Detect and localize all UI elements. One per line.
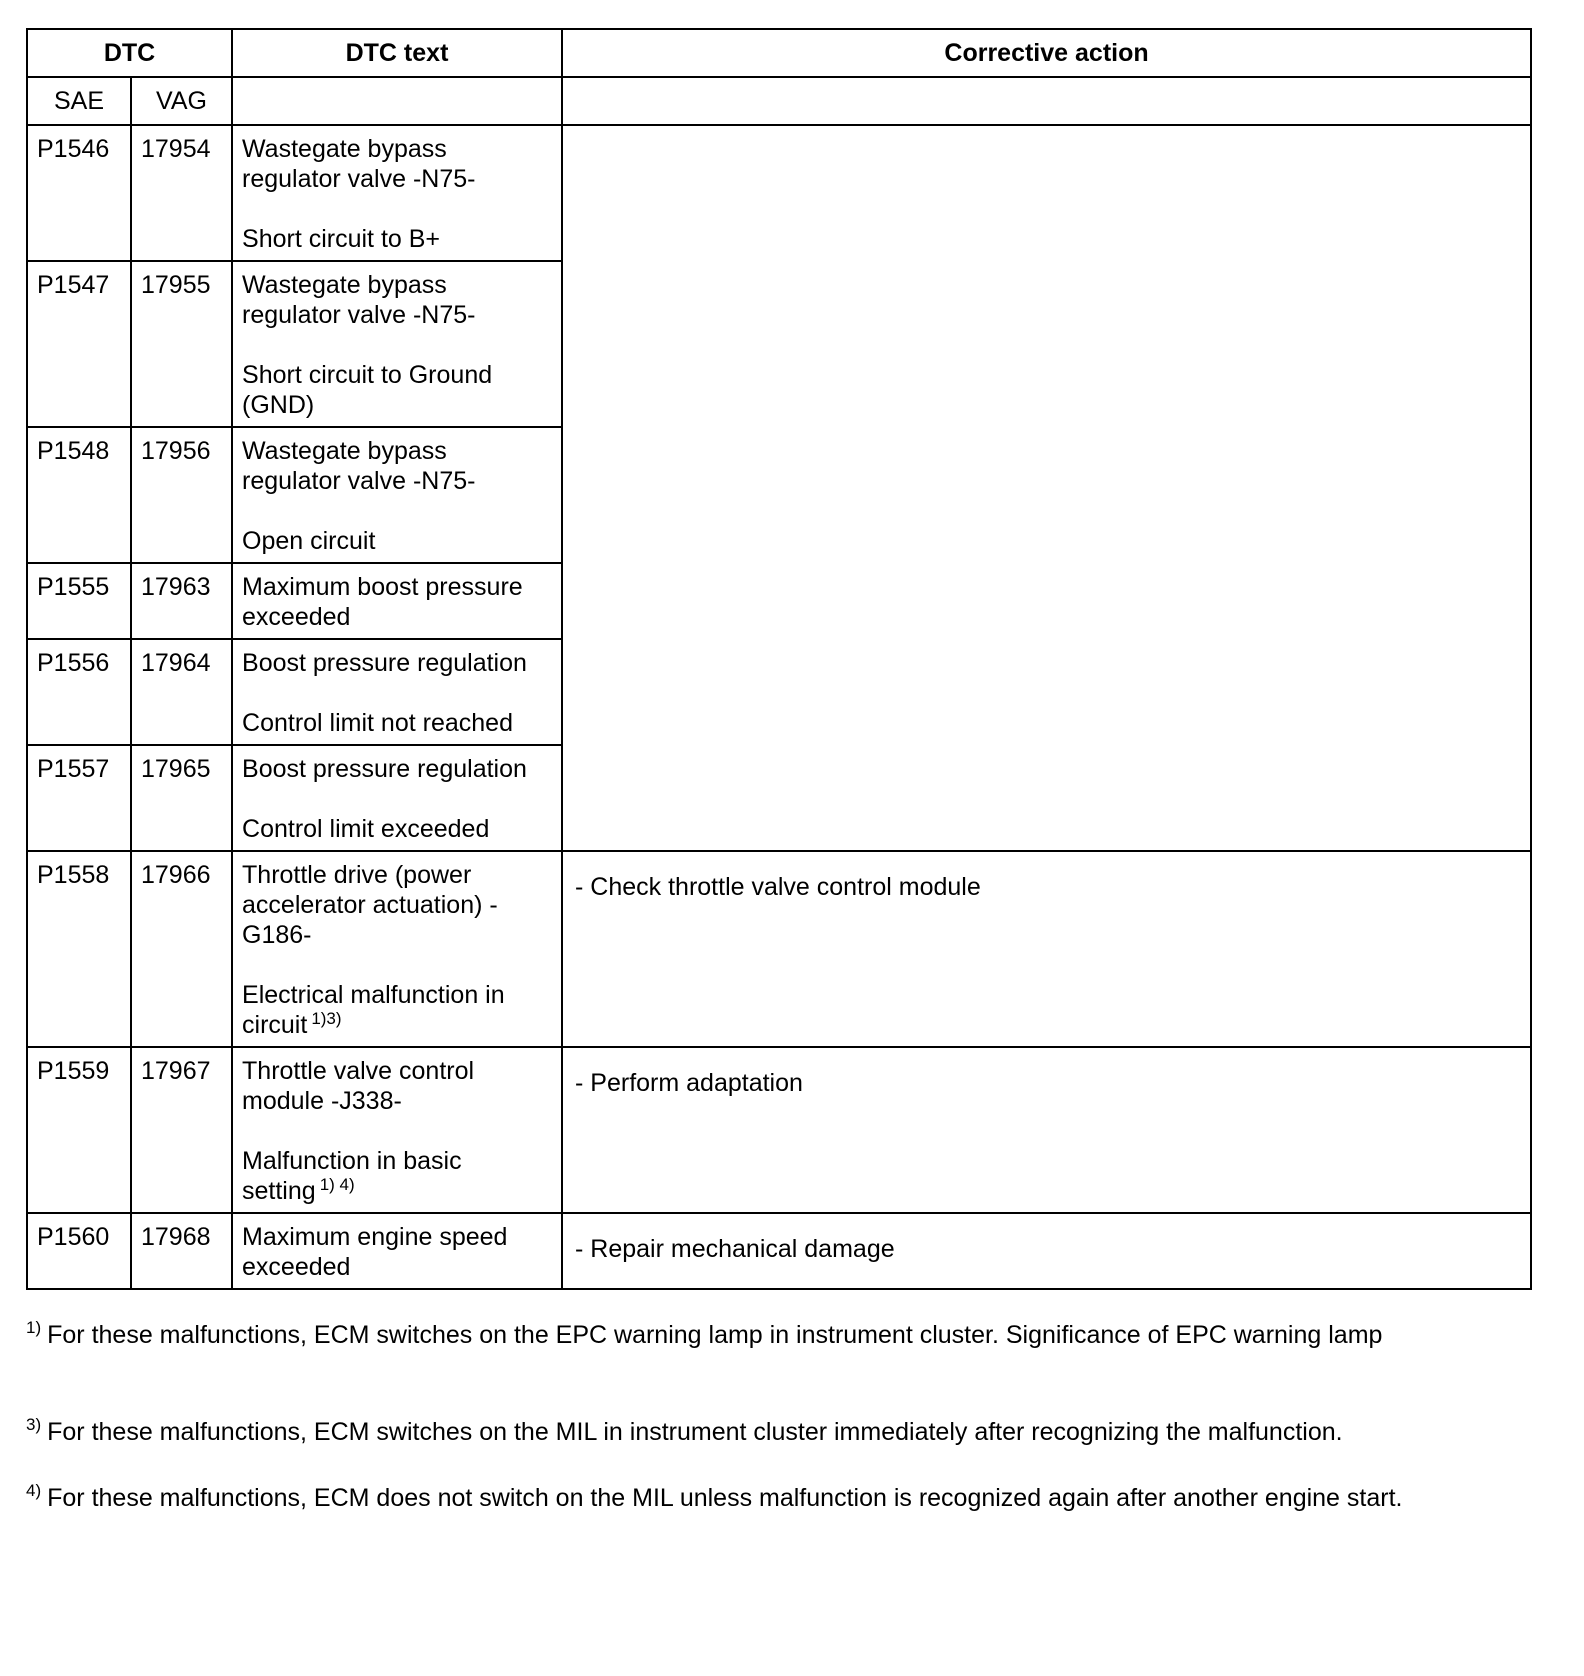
- footnote-mark: 1): [26, 1318, 42, 1337]
- dtc-text-cell: [232, 125, 562, 261]
- vag-code: 17954: [131, 125, 232, 261]
- dtc-header: DTC: [27, 29, 232, 77]
- dtc-condition: [242, 1146, 552, 1206]
- sae-code: P1557: [27, 745, 131, 851]
- sae-code: P1555: [27, 563, 131, 639]
- dtc-component: Maximum engine speed exceeded: [242, 1223, 508, 1281]
- vag-code: 17967: [131, 1047, 232, 1213]
- dtc-text-cell: [232, 851, 562, 1047]
- corrective-action-subheader-empty: [562, 77, 1531, 125]
- subheader-row: [27, 77, 1531, 125]
- footnote-text: For these malfunctions, ECM switches on the MIL in instrument cluster immediately after recognizing the malfunction.: [47, 1418, 1343, 1446]
- vag-code: 17968: [131, 1213, 232, 1289]
- sae-code: P1546: [27, 125, 131, 261]
- dtc-condition-text: Malfunction in basic setting: [242, 1147, 462, 1205]
- footnote-reference: 1)3): [311, 1009, 342, 1028]
- sae-code: P1559: [27, 1047, 131, 1213]
- sae-code: P1556: [27, 639, 131, 745]
- table-row: [27, 1047, 1531, 1213]
- dtc-condition: Short circuit to B+: [242, 225, 441, 253]
- dtc-condition-text: Electrical malfunction in circuit: [242, 981, 505, 1039]
- footnote-mark: 4): [26, 1481, 42, 1500]
- vag-code: 17963: [131, 563, 232, 639]
- header-row: [27, 29, 1531, 77]
- footnote-text: For these malfunctions, ECM switches on the EPC warning lamp in instrument cluster. Significance of EPC warning lamp: [47, 1321, 1383, 1349]
- corrective-action: - Check throttle valve control module: [562, 851, 1531, 1047]
- footnotes: [26, 1320, 1530, 1513]
- dtc-table: [26, 28, 1532, 1290]
- corrective-action: - Perform adaptation: [562, 1047, 1531, 1213]
- table-row: [27, 125, 1531, 261]
- dtc-component: Throttle valve control module -J338-: [242, 1057, 475, 1115]
- vag-header: VAG: [131, 77, 232, 125]
- sae-code: P1547: [27, 261, 131, 427]
- dtc-text-cell: [232, 563, 562, 639]
- vag-code: 17964: [131, 639, 232, 745]
- dtc-text-subheader-empty: [232, 77, 562, 125]
- dtc-component: Wastegate bypass regulator valve -N75-: [242, 437, 476, 495]
- dtc-text-header: DTC text: [232, 29, 562, 77]
- sae-code: P1560: [27, 1213, 131, 1289]
- dtc-component: Boost pressure regulation: [242, 649, 527, 677]
- dtc-text-cell: [232, 745, 562, 851]
- sae-code: P1548: [27, 427, 131, 563]
- dtc-condition: Control limit not reached: [242, 709, 513, 737]
- table-row: [27, 851, 1531, 1047]
- corrective-action-header: Corrective action: [562, 29, 1531, 77]
- footnote: [26, 1483, 1530, 1513]
- dtc-condition: Short circuit to Ground (GND): [242, 361, 493, 419]
- dtc-text-cell: [232, 1213, 562, 1289]
- dtc-component: Boost pressure regulation: [242, 755, 527, 783]
- corrective-action-empty-cell: [562, 125, 1531, 851]
- sae-code: P1558: [27, 851, 131, 1047]
- dtc-text-cell: [232, 639, 562, 745]
- table-row: [27, 1213, 1531, 1289]
- dtc-condition: Open circuit: [242, 527, 376, 555]
- dtc-component: Wastegate bypass regulator valve -N75-: [242, 271, 476, 329]
- sae-header: SAE: [27, 77, 131, 125]
- dtc-component: Throttle drive (power accelerator actuation) -G186-: [242, 861, 498, 949]
- dtc-condition: Control limit exceeded: [242, 815, 490, 843]
- document: [26, 28, 1530, 1513]
- dtc-text-cell: [232, 261, 562, 427]
- dtc-component: Maximum boost pressure exceeded: [242, 573, 523, 631]
- corrective-action: - Repair mechanical damage: [562, 1213, 1531, 1289]
- footnote: [26, 1417, 1530, 1447]
- dtc-component: Wastegate bypass regulator valve -N75-: [242, 135, 476, 193]
- footnote-mark: 3): [26, 1415, 42, 1434]
- footnote: [26, 1320, 1530, 1350]
- footnote-reference: 1) 4): [319, 1175, 355, 1194]
- vag-code: 17965: [131, 745, 232, 851]
- vag-code: 17955: [131, 261, 232, 427]
- dtc-text-cell: [232, 427, 562, 563]
- dtc-text-cell: [232, 1047, 562, 1213]
- vag-code: 17966: [131, 851, 232, 1047]
- dtc-condition: [242, 980, 552, 1040]
- vag-code: 17956: [131, 427, 232, 563]
- footnote-text: For these malfunctions, ECM does not switch on the MIL unless malfunction is recognized again after another engine start.: [47, 1484, 1403, 1512]
